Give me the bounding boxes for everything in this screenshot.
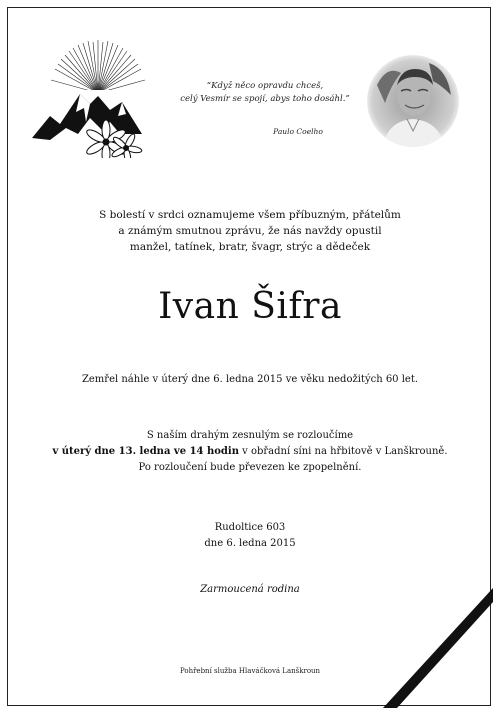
quote-author: Paulo Coelho <box>273 127 323 136</box>
sun-rays <box>51 40 145 93</box>
deceased-name: Ivan Šifra <box>158 286 342 327</box>
announcement-line: S bolestí v srdci oznamujeme všem příbuzným, přátelům <box>99 209 401 221</box>
ceremony-line-3: Po rozloučení bude převezen ke zpopelnění. <box>138 462 362 473</box>
mourning-ribbon <box>383 588 493 708</box>
ceremony-line-1: S naším drahým zesnulým se rozloučíme <box>146 430 354 441</box>
quote-line: celý Vesmír se spojí, abys toho dosáhl.” <box>180 94 350 104</box>
announcement-text <box>60 207 440 255</box>
ceremony-place: v obřadní síni na hřbitově v Lanškrouně. <box>238 446 448 457</box>
announcement-line: a známým smutnou zprávu, že nás navždy opustil <box>118 225 382 237</box>
date-line: dne 6. ledna 2015 <box>204 538 296 549</box>
ceremony-info <box>40 428 460 476</box>
ceremony-line-2 <box>40 444 460 460</box>
mountain-edelweiss-emblem <box>30 38 148 158</box>
announcement-line: manžel, tatínek, bratr, švagr, strýc a dědeček <box>129 241 371 253</box>
ceremony-date-time: v úterý dne 13. ledna ve 14 hodin <box>52 446 239 457</box>
family-signature: Zarmoucená rodina <box>200 584 300 595</box>
portrait-photo <box>367 55 459 147</box>
quote <box>180 80 350 106</box>
death-note: Zemřel náhle v úterý dne 6. ledna 2015 ve věku nedožitých 60 let. <box>81 374 419 385</box>
address-block <box>40 520 460 552</box>
quote-line: “Když něco opravdu chceš, <box>206 81 324 91</box>
address-line: Rudoltice 603 <box>214 522 286 533</box>
funeral-service-credit: Pohřební služba Hlaváčková Lanškroun <box>179 667 321 675</box>
